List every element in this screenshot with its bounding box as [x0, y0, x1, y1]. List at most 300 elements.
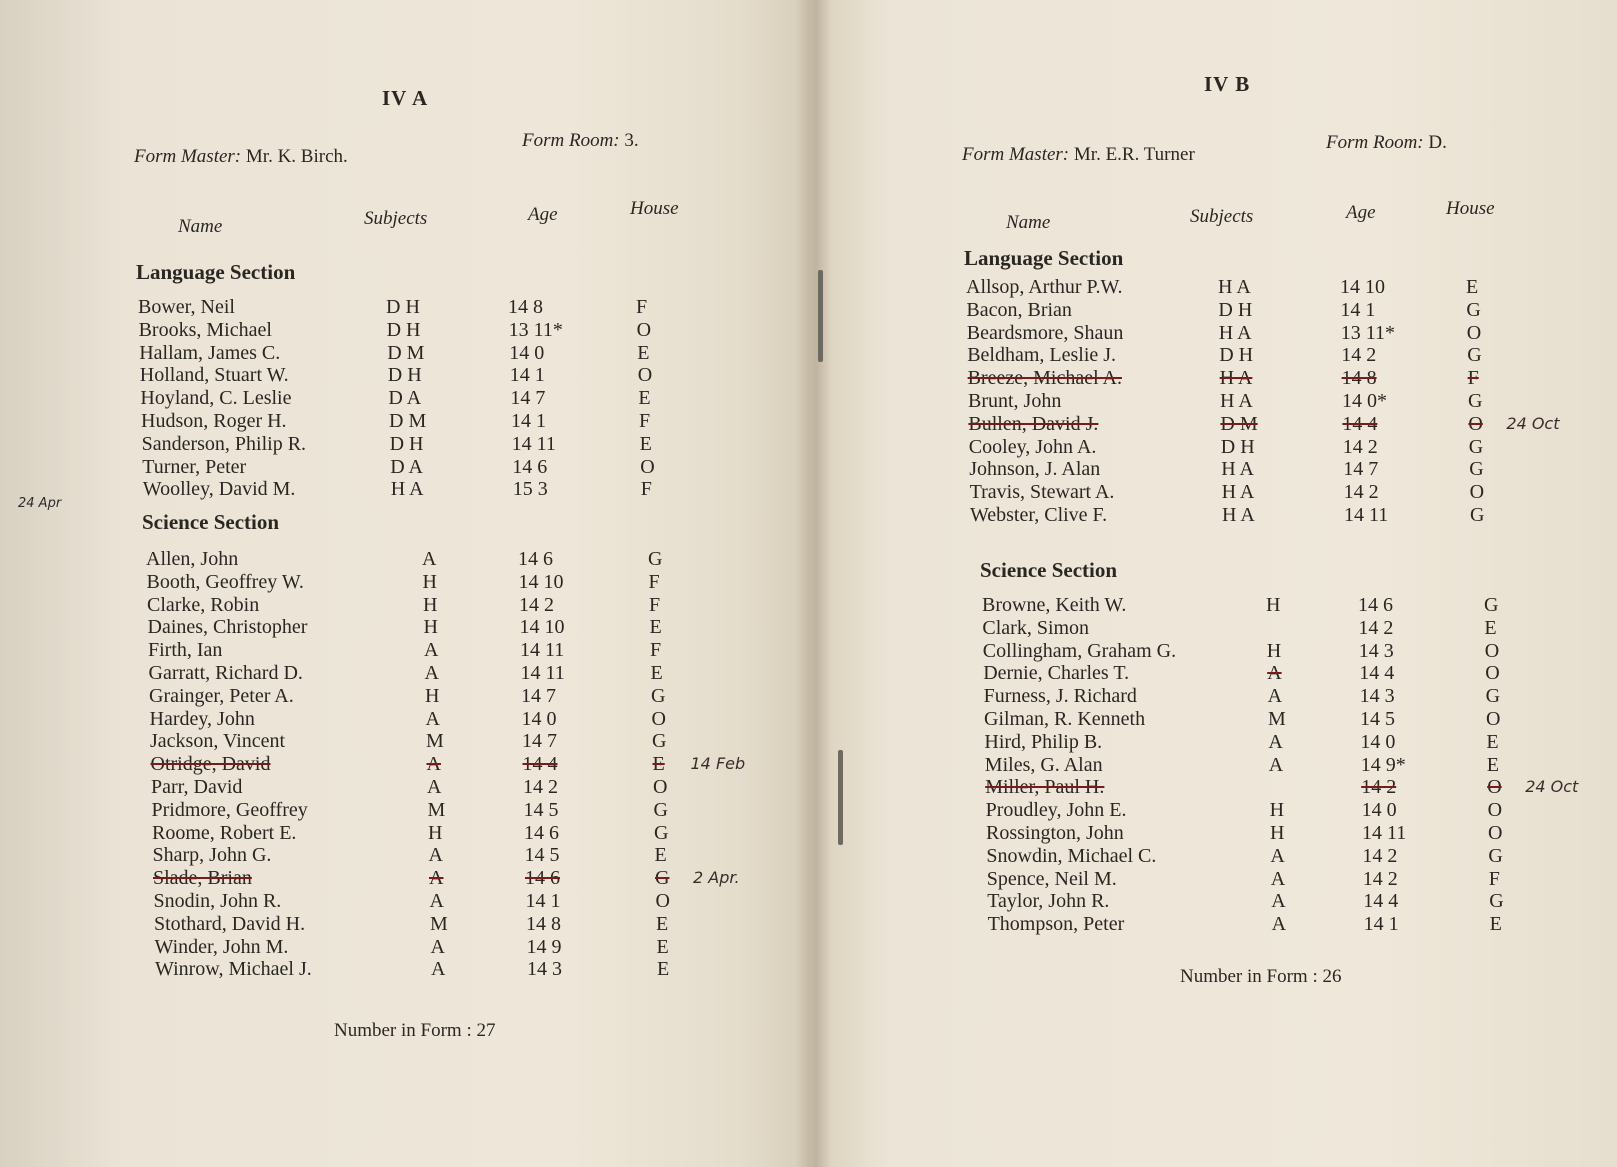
roster-row	[987, 890, 1602, 913]
roster-row	[146, 548, 766, 571]
roster-row	[985, 754, 1602, 777]
roster-row	[147, 571, 767, 594]
student-house: O	[1466, 321, 1482, 344]
student-house: F	[639, 409, 651, 432]
student-house: F	[636, 296, 648, 318]
student-name: Proudley, John E.	[985, 799, 1127, 822]
handwritten-note: 2 Apr.	[693, 868, 740, 888]
student-subjects: A	[1268, 753, 1284, 776]
student-house: O	[1468, 412, 1483, 435]
student-subjects: A	[1271, 913, 1287, 936]
roster-row	[142, 433, 758, 456]
student-name: Beldham, Leslie J.	[967, 344, 1117, 367]
student-house: E	[650, 661, 663, 684]
student-name: Beardsmore, Shaun	[966, 321, 1124, 344]
student-subjects: H A	[390, 478, 424, 501]
student-name: Hoyland, C. Leslie	[140, 387, 292, 410]
student-subjects: D A	[390, 455, 423, 478]
student-name: Parr, David	[151, 775, 243, 798]
left-form-master-value: Mr. K. Birch.	[245, 146, 348, 167]
student-age: 14 11	[1362, 821, 1407, 844]
student-age: 14 1	[525, 889, 561, 912]
student-house: O	[1469, 481, 1485, 504]
student-house: G	[1488, 844, 1503, 867]
roster-row	[150, 730, 766, 753]
student-age: 14 11	[520, 661, 565, 684]
student-house: G	[655, 867, 670, 890]
student-age: 14 6	[525, 867, 560, 890]
roster-row	[152, 799, 767, 822]
roster-row	[969, 458, 1586, 481]
student-house: E	[1484, 616, 1497, 639]
student-name: Bacon, Brian	[966, 298, 1072, 321]
student-name: Snodin, John R.	[153, 889, 282, 912]
student-name: Stothard, David H.	[154, 912, 306, 935]
right-col-subjects: Subjects	[1190, 206, 1254, 227]
student-house: O	[651, 707, 666, 730]
student-subjects: A	[430, 935, 445, 958]
student-house: G	[1470, 503, 1485, 526]
student-subjects: D H	[387, 364, 422, 387]
student-name: Hallam, James C.	[139, 341, 281, 364]
student-house: O	[1487, 776, 1502, 799]
student-age: 15 3	[512, 478, 548, 501]
staple-bottom	[838, 750, 843, 845]
student-house: O	[1486, 707, 1501, 730]
student-name: Sanderson, Philip R.	[141, 432, 307, 455]
student-name: Miles, G. Alan	[984, 753, 1103, 776]
right-col-house: House	[1446, 198, 1495, 219]
student-name: Hardey, John	[149, 707, 255, 730]
student-house: E	[656, 935, 669, 958]
student-age: 14 1	[1340, 298, 1376, 321]
student-house: F	[1488, 867, 1500, 890]
roster-row	[970, 481, 1586, 504]
student-age: 14 9*	[1360, 753, 1406, 776]
student-house: E	[1486, 753, 1500, 776]
student-name: Hird, Philip B.	[984, 730, 1103, 753]
student-age: 14 3	[527, 958, 562, 981]
roster-row	[142, 456, 758, 479]
student-subjects: H A	[1221, 481, 1255, 504]
student-name: Pridmore, Geoffrey	[151, 798, 308, 821]
student-age: 14 1	[511, 409, 546, 432]
student-name: Sharp, John G.	[152, 844, 272, 867]
student-age: 14 2	[1361, 776, 1397, 799]
student-name: Dernie, Charles T.	[983, 662, 1130, 685]
left-col-house: House	[630, 198, 679, 219]
student-house: G	[648, 548, 663, 570]
student-house: O	[655, 889, 670, 912]
student-subjects: D H	[1218, 298, 1253, 321]
student-name: Winder, John M.	[154, 935, 289, 958]
left-form-room-value: 3.	[624, 130, 639, 151]
student-subjects: M	[1268, 707, 1286, 730]
roster-row	[986, 799, 1602, 822]
student-house: O	[640, 455, 655, 478]
roster-row	[970, 504, 1586, 527]
student-house: F	[640, 478, 652, 501]
roster-row	[138, 296, 758, 319]
student-age: 14 8	[1341, 367, 1377, 390]
left-number-in-form: Number in Form : 27	[334, 1020, 496, 1041]
student-name: Miller, Paul H.	[985, 776, 1105, 799]
student-age: 14 7	[522, 730, 557, 753]
student-age: 14 7	[1343, 458, 1379, 481]
roster-row	[147, 594, 766, 617]
student-age: 14 2	[1358, 616, 1394, 639]
student-subjects: H	[1269, 799, 1285, 822]
student-age: 14 0	[509, 341, 545, 364]
student-name: Allsop, Arthur P.W.	[966, 276, 1123, 298]
left-col-subjects: Subjects	[364, 208, 428, 229]
roster-row	[984, 731, 1602, 754]
student-house: E	[637, 341, 650, 364]
student-house: G	[1467, 344, 1482, 367]
student-house: O	[1488, 821, 1503, 844]
student-subjects: H	[1266, 639, 1282, 662]
student-house: G	[1485, 685, 1501, 708]
handwritten-note: 14 Feb	[690, 754, 746, 774]
right-page	[810, 0, 1617, 1167]
student-age: 14 7	[521, 684, 556, 707]
student-subjects: H A	[1219, 367, 1253, 390]
left-woolley-note: 24 Apr	[18, 496, 62, 511]
student-name: Bower, Neil	[138, 296, 235, 318]
student-age: 14 5	[523, 798, 559, 821]
student-age: 14 2	[1342, 435, 1378, 458]
student-house: O	[637, 364, 653, 387]
student-age: 14 6	[1358, 594, 1393, 616]
student-house: F	[1467, 367, 1479, 390]
student-name: Allen, John	[146, 548, 239, 570]
roster-row	[986, 845, 1602, 868]
roster-row	[967, 344, 1586, 367]
student-house: E	[652, 753, 665, 776]
student-subjects: M	[430, 912, 448, 935]
student-name: Browne, Keith W.	[982, 594, 1127, 616]
student-house: E	[1489, 913, 1502, 936]
student-name: Thompson, Peter	[987, 913, 1125, 936]
roster-row	[968, 367, 1586, 390]
student-subjects: A	[428, 844, 443, 867]
roster-row	[139, 342, 758, 365]
student-subjects: H	[425, 684, 440, 707]
student-age: 14 10	[519, 616, 565, 639]
student-subjects: H	[423, 616, 438, 639]
student-house: G	[1489, 890, 1504, 913]
roster-row	[150, 708, 767, 731]
left-language-title: Language Section	[136, 260, 296, 284]
roster-row	[154, 890, 767, 913]
student-house: E	[657, 958, 670, 981]
student-subjects: H A	[1220, 389, 1253, 412]
student-age: 13 11*	[1340, 321, 1396, 344]
student-subjects: D H	[1220, 435, 1255, 458]
roster-row	[982, 594, 1602, 617]
handwritten-note: 24 Oct	[1525, 777, 1579, 797]
student-subjects: A	[431, 958, 446, 981]
staple-top	[818, 270, 823, 362]
student-subjects: A	[426, 753, 441, 776]
student-name: Snowdin, Michael C.	[986, 844, 1157, 867]
roster-row	[148, 639, 766, 662]
student-subjects: A	[429, 867, 444, 890]
student-age: 14 2	[519, 593, 554, 616]
student-house: E	[1466, 276, 1479, 298]
student-name: Otridge, David	[150, 753, 271, 776]
left-form-master	[134, 146, 348, 168]
student-name: Travis, Stewart A.	[969, 481, 1115, 504]
student-age: 13 11*	[508, 318, 563, 341]
student-age: 14 2	[1362, 867, 1398, 890]
student-age: 14 10	[518, 570, 564, 593]
student-house: G	[1469, 458, 1484, 481]
left-language-list	[138, 296, 758, 501]
roster-row	[986, 822, 1602, 845]
student-house: G	[1466, 298, 1481, 321]
student-age: 14 5	[1360, 707, 1395, 730]
student-age: 14 7	[510, 387, 546, 410]
roster-row	[987, 868, 1602, 891]
right-science-list	[982, 594, 1602, 936]
student-name: Brunt, John	[968, 389, 1062, 412]
student-age: 14 1	[1363, 913, 1399, 936]
student-house: E	[638, 387, 651, 410]
student-name: Winrow, Michael J.	[155, 958, 312, 981]
student-name: Bullen, David J.	[968, 412, 1099, 435]
student-subjects: H A	[1222, 503, 1255, 526]
student-name: Brooks, Michael	[138, 318, 272, 341]
student-house: F	[649, 593, 661, 616]
roster-row	[153, 867, 766, 890]
student-name: Cooley, John A.	[968, 435, 1097, 458]
right-form-master-value: Mr. E.R. Turner	[1073, 144, 1195, 165]
student-subjects: H	[428, 821, 443, 844]
right-form-master	[962, 144, 1195, 166]
roster-row	[155, 936, 767, 959]
student-house: O	[1485, 662, 1500, 685]
left-form-room-label: Form Room:	[522, 130, 620, 151]
student-age: 14 4	[522, 753, 558, 776]
right-language-title: Language Section	[964, 246, 1124, 270]
student-subjects: A	[1271, 890, 1286, 913]
student-age: 14 0	[1360, 730, 1396, 753]
roster-row	[148, 616, 767, 639]
student-name: Grainger, Peter A.	[149, 684, 294, 707]
left-science-title: Science Section	[142, 510, 280, 534]
right-science-title: Science Section	[980, 558, 1118, 582]
student-house: O	[1484, 639, 1500, 662]
roster-row	[966, 276, 1586, 299]
roster-row	[140, 387, 758, 410]
student-subjects: D M	[387, 341, 425, 364]
student-subjects: H A	[1221, 458, 1254, 481]
student-name: Holland, Stuart W.	[139, 364, 289, 387]
student-subjects: H A	[1218, 276, 1251, 298]
student-age: 14 6	[524, 821, 559, 844]
roster-row	[988, 913, 1602, 936]
right-col-age: Age	[1346, 202, 1376, 223]
student-name: Roome, Robert E.	[152, 821, 297, 844]
student-age: 14 11	[511, 432, 556, 455]
student-subjects: H A	[1218, 321, 1252, 344]
roster-row	[151, 753, 767, 776]
roster-row	[984, 685, 1602, 708]
roster-row	[968, 413, 1586, 436]
student-name: Hudson, Roger H.	[141, 409, 287, 432]
roster-row	[152, 822, 766, 845]
roster-row	[153, 844, 767, 867]
roster-row	[151, 776, 766, 799]
student-age: 14 6	[518, 548, 553, 570]
student-house: E	[654, 844, 667, 867]
roster-row	[140, 364, 758, 387]
student-name: Collingham, Graham G.	[982, 639, 1177, 662]
roster-row	[984, 708, 1602, 731]
student-name: Webster, Clive F.	[970, 503, 1108, 526]
roster-row	[969, 436, 1586, 459]
student-name: Spence, Neil M.	[986, 867, 1117, 890]
student-name: Furness, J. Richard	[983, 685, 1137, 708]
student-subjects: H	[423, 593, 438, 616]
roster-row	[155, 958, 766, 981]
roster-row	[968, 390, 1586, 413]
student-subjects: D H	[389, 432, 424, 455]
student-house: G	[654, 821, 669, 844]
student-age: 14 0	[521, 707, 557, 730]
student-name: Gilman, R. Kenneth	[984, 707, 1146, 730]
student-house: G	[653, 798, 668, 821]
right-form-heading: IV B	[1204, 72, 1251, 96]
roster-row	[154, 913, 766, 936]
student-subjects: A	[425, 707, 440, 730]
student-subjects: D H	[1219, 344, 1254, 367]
student-name: Firth, Ian	[148, 639, 223, 662]
student-age: 14 0*	[1342, 389, 1387, 412]
student-age: 14 10	[1340, 276, 1385, 298]
roster-row	[139, 319, 758, 342]
student-subjects: D A	[388, 387, 422, 410]
right-form-room-label: Form Room:	[1326, 132, 1424, 153]
student-subjects: A	[427, 775, 442, 798]
student-subjects: A	[1267, 662, 1282, 685]
handwritten-note: 24 Oct	[1506, 413, 1560, 433]
student-name: Rossington, John	[986, 821, 1124, 844]
student-house: E	[1486, 730, 1499, 753]
student-name: Breeze, Michael A.	[967, 367, 1122, 390]
student-age: 14 4	[1359, 662, 1395, 685]
roster-row	[983, 640, 1602, 663]
student-age: 14 8	[526, 912, 561, 935]
student-house: G	[1468, 389, 1483, 412]
right-number-in-form: Number in Form : 26	[1180, 966, 1342, 987]
left-col-age: Age	[528, 204, 558, 225]
student-house: O	[1487, 799, 1503, 822]
left-science-list	[146, 548, 766, 981]
student-name: Turner, Peter	[142, 455, 247, 478]
roster-row	[982, 617, 1602, 640]
student-subjects: A	[429, 889, 444, 912]
student-name: Taylor, John R.	[987, 890, 1110, 913]
roster-row	[983, 662, 1602, 685]
student-house: E	[649, 616, 662, 639]
student-house: G	[652, 730, 667, 753]
student-name: Johnson, J. Alan	[969, 458, 1101, 481]
student-house: O	[653, 775, 668, 798]
student-subjects: D M	[1220, 412, 1258, 435]
student-age: 14 8	[508, 296, 543, 318]
right-form-room	[1326, 132, 1447, 154]
student-name: Daines, Christopher	[147, 616, 308, 639]
student-subjects: M	[427, 798, 446, 821]
roster-row	[985, 776, 1602, 799]
student-subjects: A	[1270, 844, 1285, 867]
student-age: 14 9	[526, 935, 562, 958]
student-age: 14 11	[520, 639, 565, 662]
student-subjects: A	[422, 548, 437, 570]
student-age: 14 11	[1344, 503, 1389, 526]
student-subjects: D H	[386, 296, 420, 318]
roster-row	[143, 478, 758, 501]
student-house: O	[636, 318, 652, 341]
student-subjects: D M	[389, 409, 427, 432]
student-age: 14 2	[1362, 844, 1398, 867]
student-age: 14 2	[1343, 481, 1379, 504]
student-name: Booth, Geoffrey W.	[146, 570, 304, 593]
student-subjects: A	[424, 661, 439, 684]
student-subjects: H	[422, 570, 437, 593]
right-form-master-label: Form Master:	[962, 144, 1070, 165]
student-subjects: H	[1270, 821, 1285, 844]
student-age: 14 6	[512, 455, 548, 478]
student-subjects: A	[1267, 685, 1283, 708]
right-col-name: Name	[1006, 212, 1051, 233]
student-subjects: H	[1266, 594, 1281, 616]
student-name: Woolley, David M.	[142, 478, 296, 501]
student-subjects: D H	[386, 318, 421, 341]
student-house: G	[1468, 435, 1484, 458]
student-house: F	[650, 639, 662, 662]
student-house: G	[1484, 594, 1499, 616]
left-form-room	[522, 130, 639, 152]
student-name: Clarke, Robin	[147, 593, 260, 616]
left-form-master-label: Form Master:	[134, 146, 242, 167]
student-name: Slade, Brian	[153, 867, 252, 890]
student-subjects: M	[426, 730, 444, 753]
left-col-name: Name	[178, 216, 223, 237]
student-house: G	[651, 684, 666, 707]
student-name: Jackson, Vincent	[150, 730, 286, 753]
right-language-list	[966, 276, 1586, 527]
student-house: E	[656, 912, 669, 935]
student-age: 14 4	[1342, 412, 1378, 435]
roster-row	[149, 685, 766, 708]
left-form-heading: IV A	[382, 86, 429, 110]
student-age: 14 4	[1363, 890, 1399, 913]
student-age: 14 3	[1359, 685, 1395, 708]
student-name: Garratt, Richard D.	[148, 661, 303, 684]
roster-row	[141, 410, 758, 433]
student-age: 14 2	[1341, 344, 1377, 367]
gutter-shadow	[796, 0, 832, 1167]
roster-row	[966, 299, 1586, 322]
student-age: 14 2	[523, 775, 558, 798]
roster-row	[967, 322, 1586, 345]
student-house: E	[639, 432, 652, 455]
student-subjects: A	[424, 639, 439, 662]
student-age: 14 3	[1358, 639, 1394, 662]
